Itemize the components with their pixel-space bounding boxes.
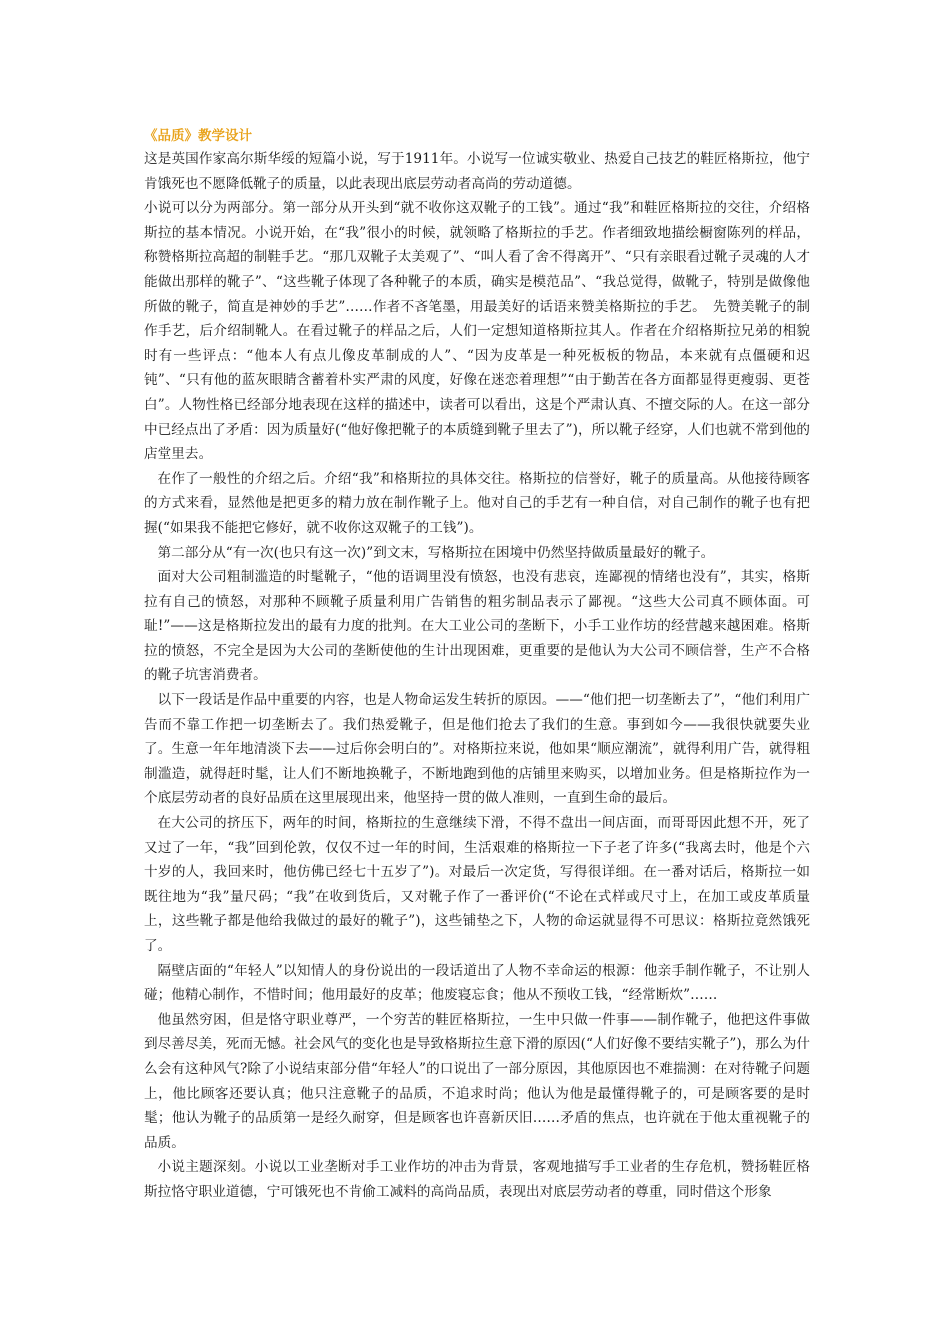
paragraph-young-man: 隔壁店面的“年轻人”以知情人的身份说出的一段话道出了人物不幸命运的根源：他亲手制作靴子，不让别人碰；他精心制作，不惜时间；他用最好的皮革；他废寝忘食；他从不预收工钱，“经常断炊”…… <box>144 962 810 1004</box>
paragraph-part-one: 小说可以分为两部分。第一部分从开头到“就不收你这双靴子的工钱”。通过“我”和鞋匠格斯拉的交往，介绍格斯拉的基本情况。小说开始，在“我”很小的时候，就领略了格斯拉的手艺。作者细致地描绘橱窗陈列的样品，称赞格斯拉高超的制鞋手艺。“那几双靴子太美观了”、“叫人看了舍不得离开”、“只有亲眼看过靴子灵魂的人才能做出那样的靴子”、“这些靴子体现了各种靴子的本质，确实是模范品”、“我总觉得，做靴子，特别是做像他所做的靴子，简直是神妙的手艺”……作者不吝笔墨，用最美好的话语来赞美格斯拉的手艺。 先赞美靴子的制作手艺，后介绍制靴人。在看过靴子的样品之后，人们一定想知道格斯拉其人。作者在介绍格斯拉兄弟的相貌时有一些评点：“他本人有点儿像皮革制成的人”、“因为皮革是一种死板板的物品，本来就有点僵硬和迟钝”、“只有他的蓝灰眼睛含蓄着朴实严肃的风度，好像在迷恋着理想”“由于勤苦在各方面都显得更瘦弱、更苍白”。人物性格已经部分地表现在这样的描述中，读者可以看出，这是个严肃认真、不擅交际的人。在这一部分中已经点出了矛盾：因为质量好(“他好像把靴子的本质缝到靴子里去了”)，所以靴子经穿，人们也就不常到他的店堂里去。 <box>144 200 810 463</box>
paragraph-part-two: 第二部分从“有一次(也只有这一次)”到文末，写格斯拉在困境中仍然坚持做质量最好的靴子。 <box>157 544 715 561</box>
paragraph-theme: 小说主题深刻。小说以工业垄断对手工业作坊的冲击为背景，客观地描写手工业者的生存危机，赞扬鞋匠格斯拉恪守职业道德，宁可饿死也不肯偷工减料的高尚品质，表现出对底层劳动者的尊重，同时借这个形象 <box>144 1159 810 1200</box>
paragraph-turning-point: 以下一段话是作品中重要的内容，也是人物命运发生转折的原因。——“他们把一切垄断去了”，“他们利用广告而不靠工作把一切垄断去了。我们热爱靴子，但是他们抢去了我们的生意。事到如今——我很快就要失业了。生意一年年地清淡下去——过后你会明白的”。对格斯拉来说，他如果“顺应潮流”，就得利用广告，就得粗制滥造，就得赶时髦，让人们不断地换靴子，不断地跑到他的店铺里来购买，以增加业务。但是格斯拉作为一个底层劳动者的良好品质在这里展现出来，他坚持一贯的做人准则，一直到生命的最后。 <box>144 692 810 807</box>
paragraph-dignity: 他虽然穷困，但是恪守职业尊严，一个穷苦的鞋匠格斯拉，一生中只做一件事——制作靴子，他把这件事做到尽善尽美，死而无憾。社会风气的变化也是导致格斯拉生意下滑的原因(“人们好像不要结实靴子”)，那么为什么会有这种风气?除了小说结束部分借“年轻人”的口说出了一部分原因，其他原因也不难揣测：在对待靴子问题上，他比顾客还要认真；他只注意靴子的品质，不追求时尚；他认为他是最懂得靴子的，可是顾客要的是时髦；他认为靴子的品质第一是经久耐穿，但是顾客也许喜新厌旧……矛盾的焦点，也许就在于他太重视靴子的品质。 <box>144 1011 810 1151</box>
paragraph-intro: 这是英国作家高尔斯华绥的短篇小说，写于1911年。小说写一位诚实敬业、热爱自己技艺的鞋匠格斯拉，他宁肯饿死也不愿降低靴子的质量，以此表现出底层劳动者高尚的劳动道德。 <box>144 151 810 192</box>
document-page <box>144 125 810 1205</box>
paragraph-big-company: 面对大公司粗制滥造的时髦靴子，“他的语调里没有愤怒，也没有悲哀，连鄙视的情绪也没有”，其实，格斯拉有自己的愤怒，对那种不顾靴子质量利用广告销售的粗劣制品表示了鄙视。“这些大公司真不顾体面。可耻!”——这是格斯拉发出的最有力度的批判。在大工业公司的垄断下，小手工业作坊的经营越来越困难。格斯拉的愤怒，不完全是因为大公司的垄断使他的生计出现困难，更重要的是他认为大公司不顾信誉，生产不合格的靴子坑害消费者。 <box>144 569 810 684</box>
document-title: 《品质》教学设计 <box>144 128 252 144</box>
paragraph-decline: 在大公司的挤压下，两年的时间，格斯拉的生意继续下滑，不得不盘出一间店面，而哥哥因此想不开，死了又过了一年，“我”回到伦敦，仅仅不过一年的时间，生活艰难的格斯拉一下子老了许多(“我离去时，他是个六十岁的人，我回来时，他仿佛已经七十五岁了”)。对最后一次定货，写得很详细。在一番对话后，格斯拉一如既往地为“我”量尺码；“我”在收到货后，又对靴子作了一番评价(“不论在式样或尺寸上，在加工或皮革质量上，这些靴子都是他给我做过的最好的靴子”)，这些铺垫之下，人物的命运就显得不可思议：格斯拉竟然饿死了。 <box>144 815 810 954</box>
paragraph-interaction: 在作了一般性的介绍之后。介绍“我”和格斯拉的具体交往。格斯拉的信誉好，靴子的质量高。从他接待顾客的方式来看，显然他是把更多的精力放在制作靴子上。他对自己的手艺有一种自信，对自己制作的靴子也有把握(“如果我不能把它修好，就不收你这双靴子的工钱”)。 <box>144 470 810 536</box>
